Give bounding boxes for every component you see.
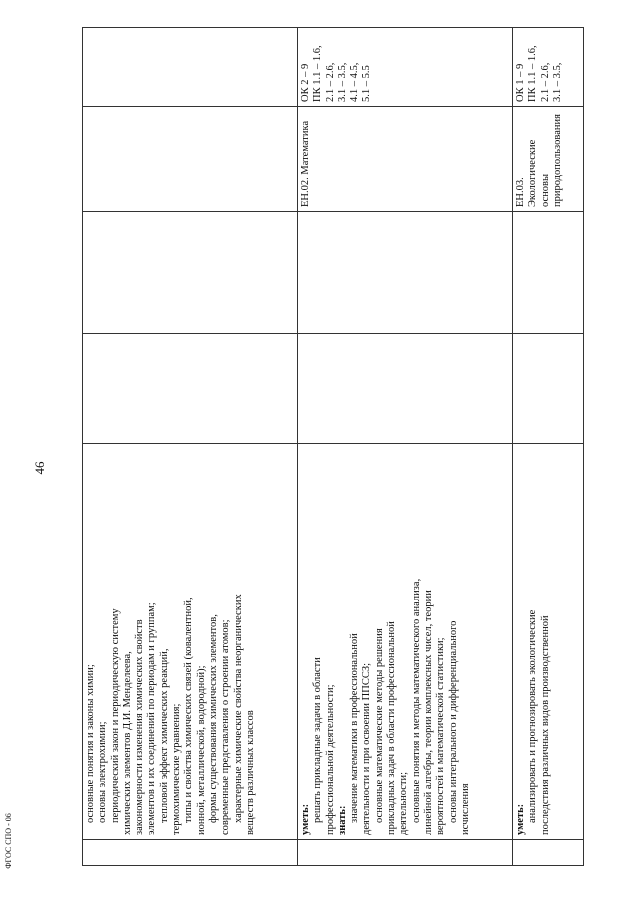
content-line: формы существования химических элементов, — [207, 614, 219, 823]
content-line: линейной алгебры, теории комплексных чисел, теории — [422, 590, 434, 835]
hours-max-cell — [298, 334, 513, 444]
content-line: основы интегрального и дифференциального — [447, 620, 459, 823]
competency-code: 2.1 – 2.6, — [324, 62, 336, 102]
content-line: основы электрохимии; — [97, 721, 109, 823]
competency-code: ОК 2 – 9 — [300, 63, 311, 102]
content-line: последствия различных видов производственной — [539, 615, 551, 835]
competency-code: ОК 1 – 9 — [515, 63, 526, 102]
section-heading: уметь: — [300, 803, 311, 835]
competency-code: 3.1 – 3.5, — [336, 62, 348, 102]
table-row — [513, 28, 584, 866]
content-line: значение математики в профессиональной — [349, 633, 361, 823]
content-line: периодический закон и периодическую систему — [109, 608, 121, 823]
competency-cell — [83, 28, 298, 107]
hours-class-cell — [83, 212, 298, 334]
content-line: прикладных задач в области профессиональной — [386, 621, 398, 835]
content-line: веществ различных классов — [244, 710, 256, 835]
hours-max-cell — [83, 334, 298, 444]
content-line: основные понятия и методы математического анализа, — [410, 578, 422, 823]
competency-code: 3.1 – 3.5, — [551, 62, 563, 102]
content-line: закономерности изменения химических свойств — [134, 619, 146, 835]
content-line: основные математические методы решения — [373, 628, 385, 823]
discipline-cell: ЕН.03. Экологические основы природопользования — [513, 107, 584, 212]
content-line: тепловой эффект химических реакций, — [158, 648, 170, 823]
hours-class-cell — [513, 212, 584, 334]
content-line: основные понятия и законы химии; — [85, 664, 96, 823]
content-line: элементов и их соединений по периодам и группам; — [146, 602, 158, 835]
competency-code: 5.1 – 5.5 — [361, 65, 373, 102]
content-line: типы и свойства химических связей (ковалентной, — [183, 597, 195, 823]
content-cell — [298, 444, 513, 840]
content-line: химических элементов Д.И. Менделеева, — [121, 651, 133, 835]
table-row — [83, 28, 298, 866]
competency-code: ПК 1.1 – 1.6, — [312, 45, 324, 102]
rotated-table-wrapper — [82, 28, 572, 866]
content-line: ионной, металлической, водородной); — [195, 665, 207, 835]
competency-code: 2.1 – 2.6, — [539, 62, 551, 102]
competency-cell — [513, 28, 584, 107]
curriculum-table — [82, 27, 584, 866]
hours-max-cell — [513, 334, 584, 444]
competency-cell — [298, 28, 513, 107]
content-line: профессиональной деятельности; — [324, 684, 336, 835]
content-cell — [83, 444, 298, 840]
index-cell — [298, 840, 513, 866]
discipline-cell — [83, 107, 298, 212]
competency-code: ПК 1.1 – 1.6, — [527, 45, 539, 102]
index-cell — [513, 840, 584, 866]
content-line: вероятностей и математической статистики; — [435, 637, 447, 835]
content-line: деятельности; — [398, 771, 410, 835]
content-cell — [513, 444, 584, 840]
content-line: характерные химические свойства неорганических — [232, 594, 244, 823]
content-line: исчисления — [459, 783, 471, 835]
discipline-cell: ЕН.02. Математика — [298, 107, 513, 212]
content-line: современные представления о строении атомов; — [220, 619, 232, 835]
content-line: анализировать и прогнозировать экологические — [527, 609, 539, 823]
table-row — [298, 28, 513, 866]
content-line: деятельности и при освоении ППССЗ; — [361, 662, 373, 835]
footer-code: ФГОС СПО - 06 — [4, 813, 13, 869]
index-cell — [83, 840, 298, 866]
section-heading: знать: — [336, 805, 348, 835]
section-heading: уметь: — [515, 803, 526, 835]
hours-class-cell — [298, 212, 513, 334]
content-line: решать прикладные задачи в области — [312, 657, 324, 823]
content-line: термохимические уравнения; — [171, 703, 183, 835]
page-number: 46 — [32, 461, 47, 475]
competency-code: 4.1 – 4.5, — [349, 62, 361, 102]
